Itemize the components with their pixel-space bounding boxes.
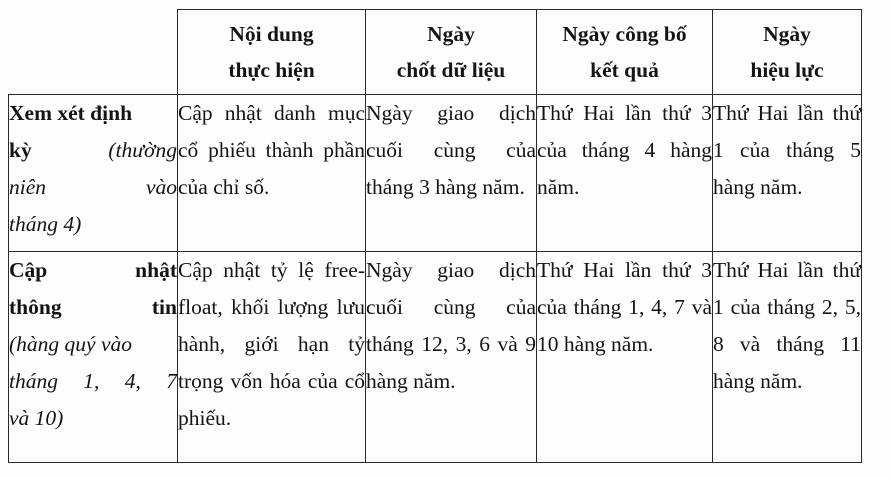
table-row xyxy=(9,95,862,252)
row-title-line: Xem xét định xyxy=(9,101,133,125)
header-effective-date: Ngày hiệu lực xyxy=(713,10,862,95)
table-header-row xyxy=(9,10,862,95)
table-cell: Ngày giao dịch cuối cùng của tháng 12, 3, 6 và 9 hàng năm. xyxy=(366,252,537,463)
table-cell: Thứ Hai lần thứ 3 của tháng 4 hàng năm. xyxy=(537,95,713,252)
table-cell: Thứ Hai lần thứ 3 của tháng 1, 4, 7 và 10 hàng năm. xyxy=(537,252,713,463)
header-data-cutoff-date: Ngày chốt dữ liệu xyxy=(366,10,537,95)
header-announcement-date: Ngày công bố kết quả xyxy=(537,10,713,95)
row-header-periodic-review: Xem xét định kỳ (thường niên vào tháng 4) xyxy=(9,95,178,252)
header-corner-cell xyxy=(9,10,178,95)
table-cell: Thứ Hai lần thứ 1 của tháng 5 hàng năm. xyxy=(713,95,862,252)
table-cell: Cập nhật tỷ lệ free-float, khối lượng lưu hành, giới hạn tỷ trọng vốn hóa của cổ phiếu. xyxy=(178,252,366,463)
index-review-schedule-table xyxy=(8,9,862,463)
header-content: Nội dung thực hiện xyxy=(178,10,366,95)
row-header-info-update: Cập nhật thông tin (hàng quý vào tháng 1, 4, 7 và 10) xyxy=(9,252,178,463)
table-row xyxy=(9,252,862,463)
table-cell: Ngày giao dịch cuối cùng của tháng 3 hàng năm. xyxy=(366,95,537,252)
table-cell: Cập nhật danh mục cổ phiếu thành phần của chỉ số. xyxy=(178,95,366,252)
table-cell: Thứ Hai lần thứ 1 của tháng 2, 5, 8 và tháng 11 hàng năm. xyxy=(713,252,862,463)
